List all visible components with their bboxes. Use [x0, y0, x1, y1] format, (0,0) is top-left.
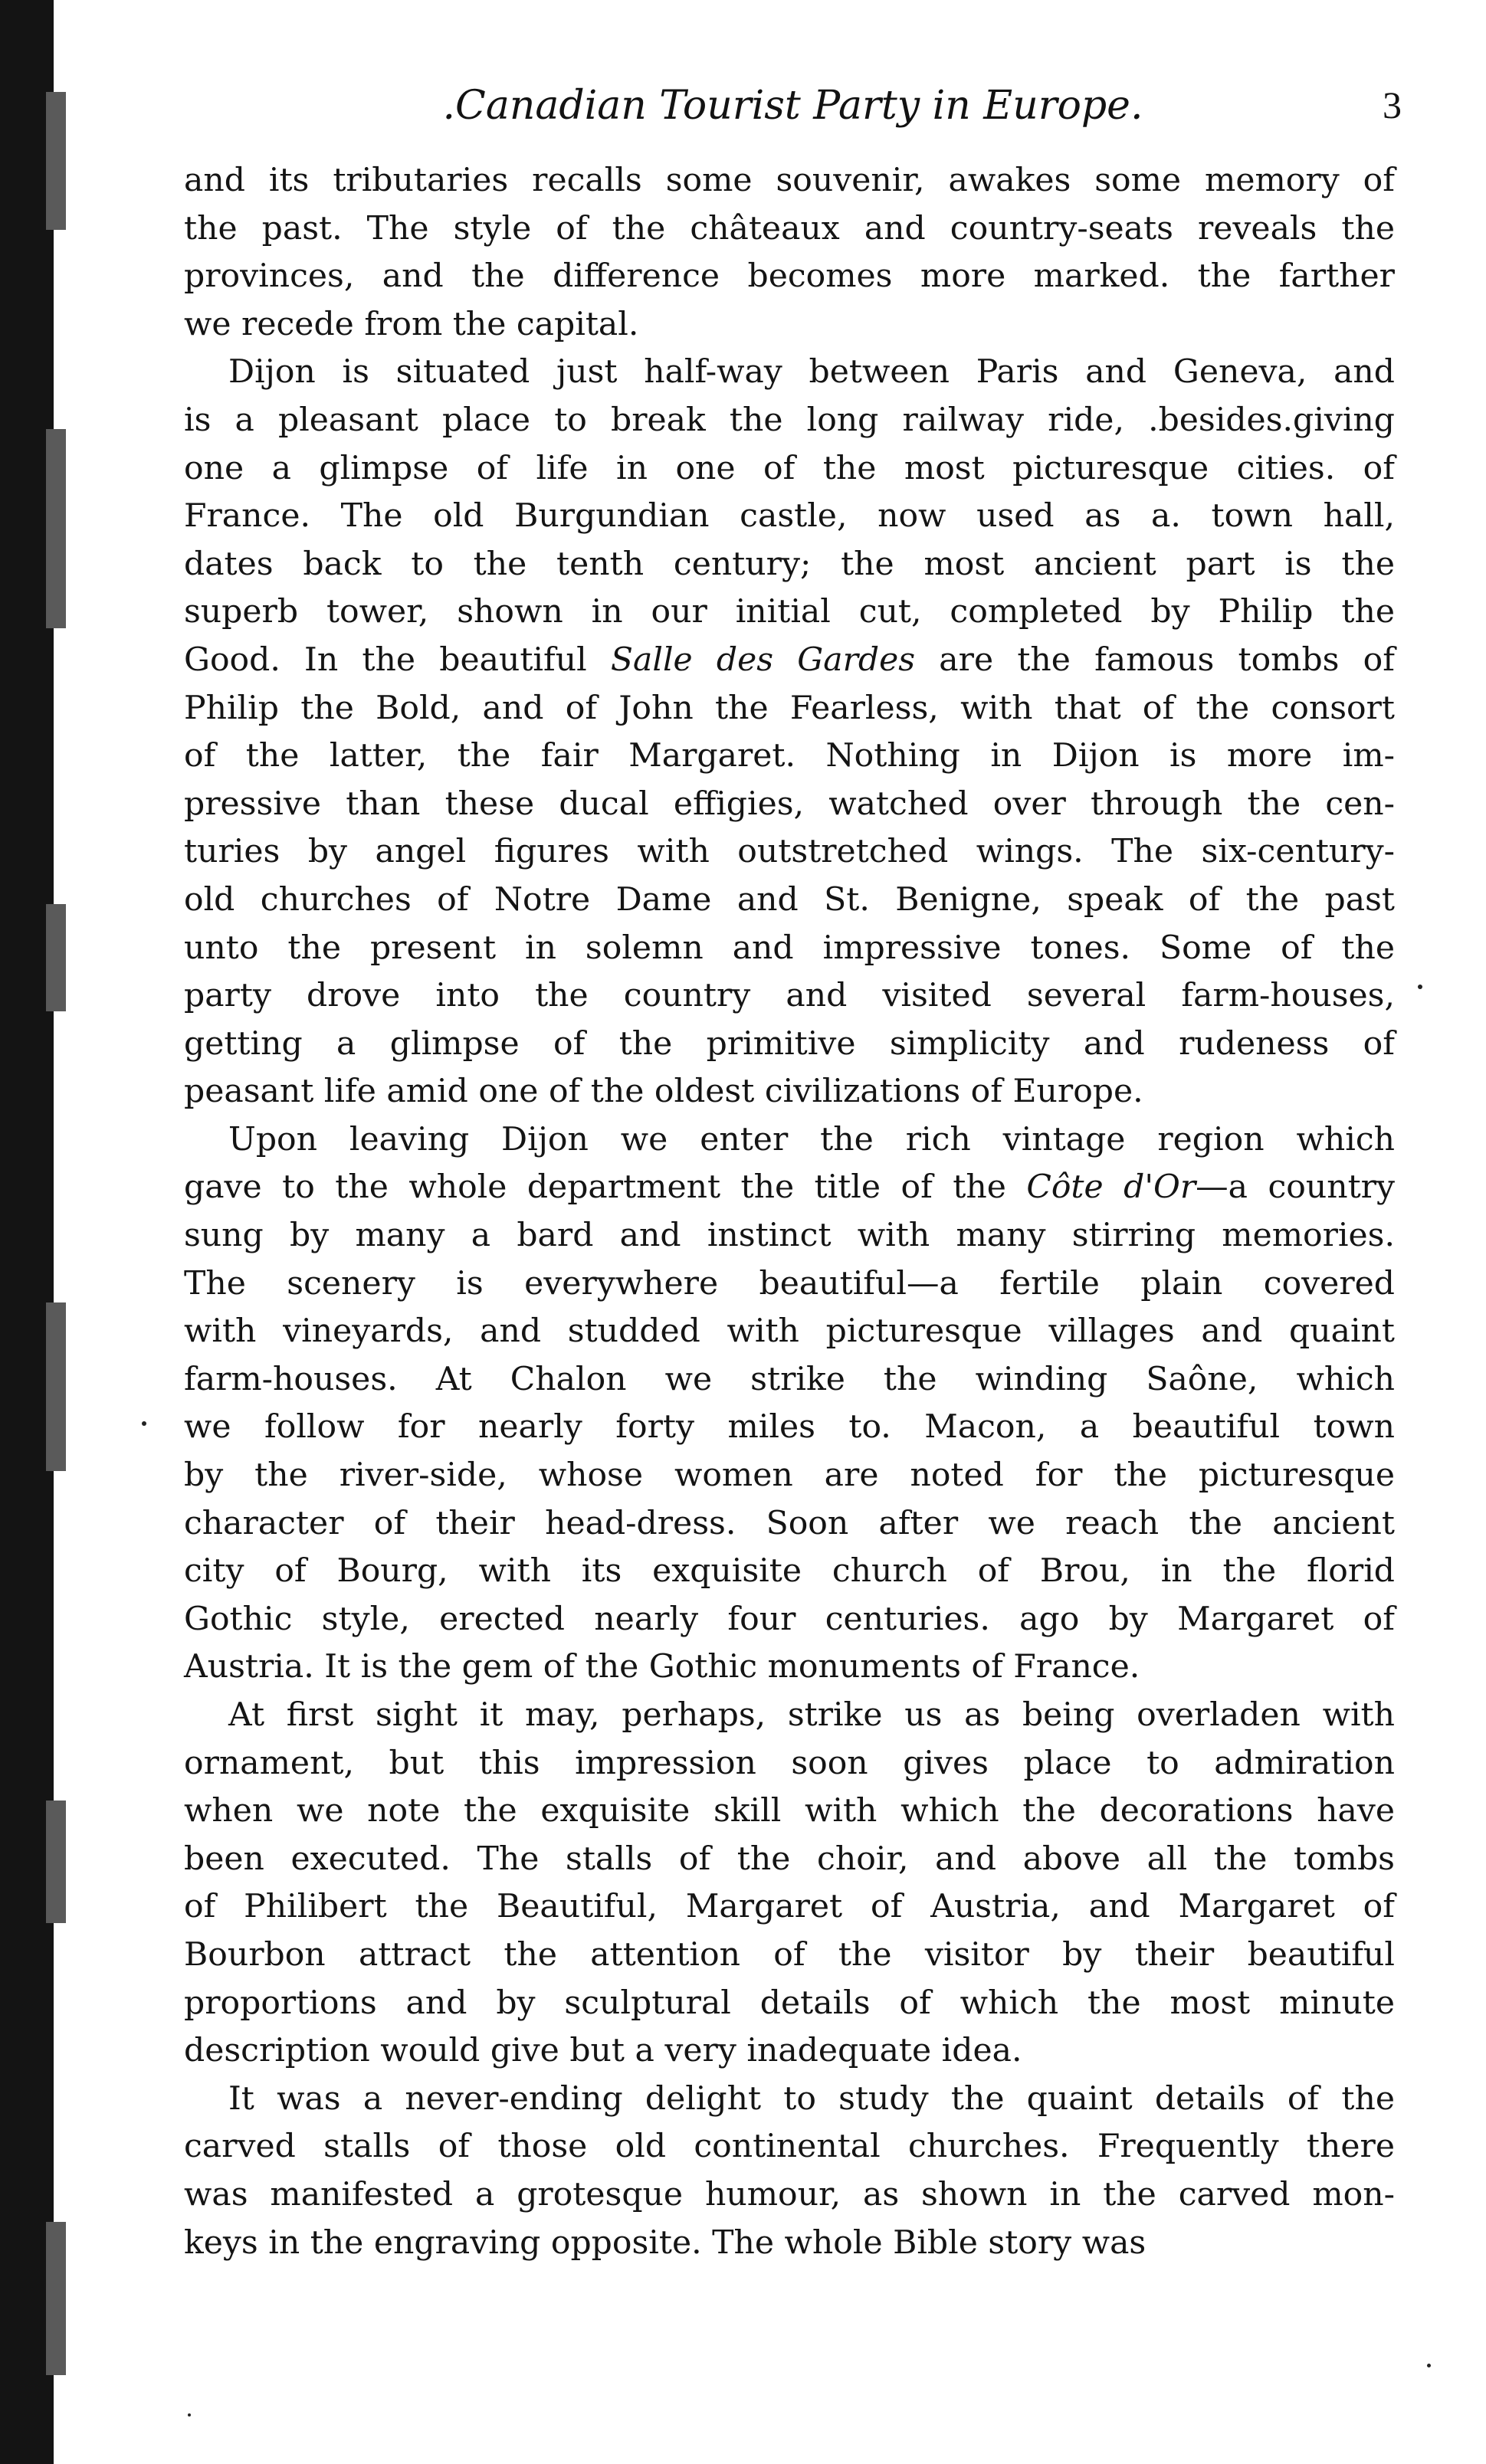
text-segment: one a glimpse of life in one of the most picturesque cities. of [184, 449, 1395, 487]
text-segment: with vineyards, and studded with picturesque villages and quaint [184, 1312, 1395, 1351]
text-segment: getting a glimpse of the primitive simplicity and rudeness of [184, 1024, 1395, 1063]
text-segment: At first sight it may, perhaps, strike us as being overladen with [228, 1696, 1395, 1734]
italic-phrase: Côte d'Or [1026, 1168, 1196, 1207]
paragraph [184, 2076, 1395, 2267]
text-line [184, 1164, 1395, 1212]
text-segment: sung by many a bard and instinct with many stirring memories. [184, 1217, 1395, 1255]
text-line [184, 2220, 1395, 2268]
speck-mark [188, 2413, 191, 2416]
italic-phrase: Salle des Gardes [610, 641, 916, 679]
text-line [184, 253, 1395, 301]
text-line [184, 445, 1395, 493]
text-segment: ornament, but this impression soon gives place to admiration [184, 1744, 1395, 1782]
text-segment: peasant life amid one of the oldest civilizations of Europe. [184, 1073, 1143, 1111]
text-line [184, 1643, 1395, 1692]
text-segment: carved stalls of those old continental churches. Frequently there [184, 2128, 1395, 2166]
text-segment: Upon leaving Dijon we enter the rich vintage region which [228, 1120, 1395, 1158]
text-segment: turies by angel figures with outstretched wings. The six-century- [184, 833, 1395, 871]
text-segment: France. The old Burgundian castle, now used as a. town hall, [184, 497, 1395, 536]
text-segment: was manifested a grotesque humour, as shown in the carved mon- [184, 2175, 1395, 2213]
text-segment: are the famous tombs of [915, 641, 1396, 679]
text-line [184, 1212, 1395, 1260]
text-segment: we follow for nearly forty miles to. Macon, a beautiful town [184, 1408, 1395, 1447]
text-segment: unto the present in solemn and impressive tones. Some of the [184, 929, 1395, 967]
text-segment: of the latter, the fair Margaret. Nothing in Dijon is more im- [184, 737, 1395, 775]
text-segment: when we note the exquisite skill with which the decorations have [184, 1792, 1395, 1830]
text-line [184, 1404, 1395, 1452]
text-line [184, 1356, 1395, 1404]
text-segment: The scenery is everywhere beautiful—a fertile plain covered [184, 1264, 1395, 1302]
text-line [184, 2171, 1395, 2220]
text-line [184, 2027, 1395, 2076]
text-line [184, 541, 1395, 589]
text-segment: —a country [1196, 1168, 1395, 1207]
text-line [184, 828, 1395, 876]
text-line [184, 1787, 1395, 1836]
speck-mark [1418, 985, 1422, 989]
text-line [184, 349, 1395, 397]
paragraph [184, 349, 1395, 1116]
text-line [184, 588, 1395, 637]
text-line [184, 1836, 1395, 1884]
text-line [184, 732, 1395, 781]
speck-mark [142, 1421, 146, 1426]
text-line [184, 1932, 1395, 1980]
text-line [184, 397, 1395, 445]
text-line [184, 1548, 1395, 1596]
text-segment: gave to the whole department the title of the [184, 1168, 1027, 1207]
running-title: .Canadian Tourist Party in Europe. [442, 83, 1143, 129]
text-line [184, 685, 1395, 733]
text-segment: is a pleasant place to break the long railway ride, .besides.giving [184, 401, 1395, 439]
page-header [184, 83, 1402, 136]
scanned-binding-edge [0, 0, 54, 2464]
text-line [184, 876, 1395, 925]
text-line [184, 1068, 1395, 1116]
page-number: 3 [1383, 84, 1402, 126]
text-segment: old churches of Notre Dame and St. Benigne, speak of the past [184, 880, 1395, 919]
text-segment: superb tower, shown in our initial cut, completed by Philip the [184, 593, 1395, 631]
speck-mark [1427, 2364, 1431, 2367]
text-line [184, 1596, 1395, 1644]
text-segment: and its tributaries recalls some souvenir, awakes some memory of [184, 162, 1395, 199]
text-line [184, 2076, 1395, 2124]
text-line [184, 1883, 1395, 1932]
text-segment: dates back to the tenth century; the most ancient part is the [184, 545, 1395, 583]
text-line [184, 1308, 1395, 1356]
text-line [184, 1500, 1395, 1548]
text-segment: been executed. The stalls of the choir, and above all the tombs [184, 1840, 1395, 1878]
text-segment: Good. In the beautiful [184, 641, 611, 679]
text-line [184, 493, 1395, 541]
text-segment: character of their head-dress. Soon after we reach the ancient [184, 1504, 1395, 1542]
text-line [184, 2123, 1395, 2171]
text-segment: pressive than these ducal effigies, watched over through the cen- [184, 785, 1395, 823]
text-segment: party drove into the country and visited several farm-houses, [184, 977, 1395, 1015]
text-segment: Bourbon attract the attention of the visitor by their beautiful [184, 1935, 1395, 1974]
text-segment: city of Bourg, with its exquisite church of Brou, in the florid [184, 1552, 1395, 1591]
text-segment: the past. The style of the châteaux and country-seats reveals the [184, 209, 1395, 247]
text-segment: Gothic style, erected nearly four centuries. ago by Margaret of [184, 1600, 1395, 1638]
text-segment: of Philibert the Beautiful, Margaret of Austria, and Margaret of [184, 1888, 1395, 1926]
paragraph [184, 1692, 1395, 2076]
paragraph [184, 157, 1395, 349]
text-line [184, 205, 1395, 254]
text-segment: Austria. It is the gem of the Gothic monuments of France. [184, 1648, 1140, 1686]
text-segment: keys in the engraving opposite. The whole Bible story was [184, 2223, 1146, 2262]
text-segment: farm-houses. At Chalon we strike the winding Saône, which [184, 1360, 1395, 1398]
text-segment: by the river-side, whose women are noted for the picturesque [184, 1456, 1395, 1495]
body-text [184, 157, 1395, 2267]
text-segment: provinces, and the difference becomes more marked. the farther [184, 257, 1395, 296]
text-line [184, 1452, 1395, 1500]
text-line [184, 1980, 1395, 2028]
paragraph [184, 1116, 1395, 1692]
text-segment: proportions and by sculptural details of which the most minute [184, 1984, 1395, 2022]
text-line [184, 1740, 1395, 1788]
text-line [184, 972, 1395, 1021]
text-line [184, 301, 1395, 349]
text-segment: Dijon is situated just half-way between Paris and Geneva, and [228, 353, 1395, 392]
text-segment: we recede from the capital. [184, 305, 639, 343]
text-segment: Philip the Bold, and of John the Fearless, with that of the consort [184, 689, 1395, 727]
text-line [184, 637, 1395, 685]
text-line [184, 157, 1395, 205]
text-line [184, 1021, 1395, 1069]
text-line [184, 925, 1395, 973]
text-line [184, 1260, 1395, 1309]
text-segment: description would give but a very inadequate idea. [184, 2032, 1022, 2070]
text-line [184, 1692, 1395, 1740]
text-segment: It was a never-ending delight to study the quaint details of the [228, 2079, 1395, 2118]
text-line [184, 781, 1395, 829]
text-line [184, 1116, 1395, 1165]
